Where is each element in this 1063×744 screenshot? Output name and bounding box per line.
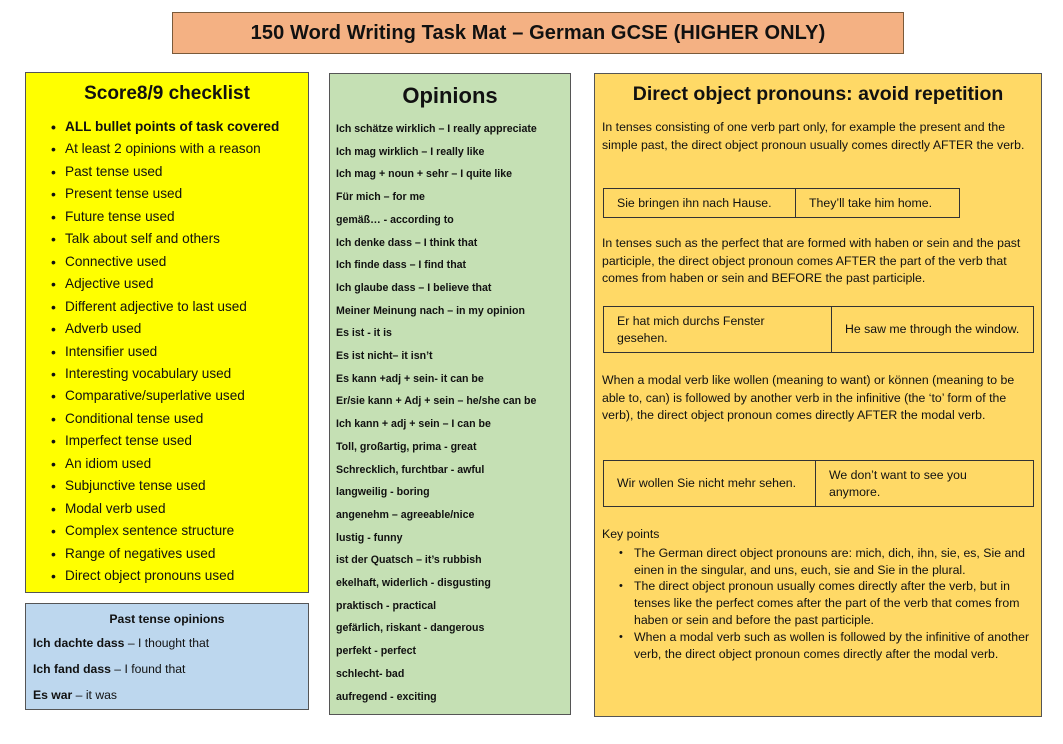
checklist-item: • Adjective used (52, 273, 308, 295)
example-english: We don’t want to see you anymore. (815, 461, 1033, 506)
pronouns-rule-simple: In tenses consisting of one verb part only, for example the present and the simple past, the direct object pronoun usually comes directly AFTER the verb. (602, 120, 1025, 152)
pronouns-heading: Direct object pronouns: avoid repetition (632, 83, 1004, 105)
past-opinion-row (26, 630, 308, 656)
opinions-heading: Opinions (402, 83, 498, 108)
opinions-list (330, 118, 570, 708)
opinion-item: Ich kann + adj + sein – I can be (336, 418, 491, 431)
opinion-item: Ich finde dass – I find that (336, 259, 467, 272)
opinion-item: schlecht- bad (336, 667, 405, 680)
checklist-item: • Different adjective to last used (52, 296, 308, 318)
example-german: Wir wollen Sie nicht mehr sehen. (617, 476, 797, 490)
checklist-item: • Adverb used (52, 318, 308, 340)
past-opinion-english: – it was (72, 688, 118, 702)
checklist-item: • Intensifier used (52, 341, 308, 363)
opinion-item: perfekt - perfect (336, 645, 417, 658)
opinion-item: Ich glaube dass – I believe that (336, 281, 492, 294)
checklist-item: • Connective used (52, 251, 308, 273)
opinion-item: ist der Quatsch – it’s rubbish (336, 554, 482, 567)
checklist-item: • Interesting vocabulary used (52, 363, 308, 385)
past-opinion-german: Ich fand dass (33, 662, 111, 676)
key-points (602, 526, 1034, 662)
past-opinion-german: Ich dachte dass (33, 636, 125, 650)
past-opinion-english: – I thought that (124, 636, 210, 650)
example-modal-verb (603, 460, 1034, 507)
page-title: 150 Word Writing Task Mat – German GCSE (HIGHER ONLY) (172, 12, 904, 54)
opinion-item: Toll, großartig, prima - great (336, 440, 477, 453)
opinion-item: Schrecklich, furchtbar - awful (336, 463, 485, 476)
opinion-item: Ich mag wirklich – I really like (336, 145, 485, 158)
past-opinion-row (26, 682, 308, 708)
checklist-item: • ALL bullet points of task covered (52, 116, 308, 138)
direct-object-pronouns-panel (594, 73, 1042, 717)
opinion-item: Es kann +adj + sein- it can be (336, 372, 484, 385)
opinion-item: Ich mag + noun + sehr – I quite like (336, 168, 513, 181)
checklist-item: • An idiom used (52, 453, 308, 475)
example-german: Sie bringen ihn nach Hause. (617, 195, 772, 210)
key-points-list (602, 545, 1034, 663)
past-tense-opinions-panel (25, 603, 309, 710)
checklist-item: • Modal verb used (52, 498, 308, 520)
opinion-item: Ich schätze wirklich – I really appreciate (336, 123, 537, 135)
checklist-item: • Conditional tense used (52, 408, 308, 430)
example-english: He saw me through the window. (831, 307, 1033, 352)
checklist-item: • Future tense used (52, 206, 308, 228)
checklist-item: • Range of negatives used (52, 543, 308, 565)
checklist-list (26, 116, 308, 588)
checklist-panel (25, 72, 309, 593)
opinion-item: Er/sie kann + Adj + sein – he/she can be (336, 395, 537, 408)
opinion-item: Für mich – for me (336, 191, 425, 204)
checklist-item: • At least 2 opinions with a reason (52, 138, 308, 160)
checklist-heading: Score8/9 checklist (84, 83, 250, 104)
example-perfect-tense (603, 306, 1034, 353)
example-german: Er hat mich durchs Fenster gesehen. (617, 313, 765, 345)
opinion-item: lustig - funny (336, 531, 403, 544)
opinion-item: Es ist - it is (336, 327, 392, 340)
example-english: They’ll take him home. (795, 189, 959, 217)
opinion-item: langweilig - boring (336, 486, 430, 499)
past-tense-heading: Past tense opinions (109, 612, 225, 626)
past-opinion-row (26, 656, 308, 682)
opinion-item: Meiner Meinung nach – in my opinion (336, 304, 525, 317)
checklist-item: • Past tense used (52, 161, 308, 183)
checklist-item: • Present tense used (52, 183, 308, 205)
opinion-item: gefärlich, riskant - dangerous (336, 622, 485, 635)
checklist-item: • Subjunctive tense used (52, 475, 308, 497)
pronouns-rule-perfect: In tenses such as the perfect that are formed with haben or sein and the past participle, the direct object pronoun comes AFTER the part of the verb that comes from haben or sein and BEFORE the past participle. (602, 236, 1021, 285)
opinions-panel (329, 73, 571, 715)
checklist-item: • Direct object pronouns used (52, 565, 308, 587)
opinion-item: angenehm – agreeable/nice (336, 508, 475, 521)
opinion-item: aufregend - exciting (336, 690, 437, 703)
past-opinion-english: – I found that (110, 662, 186, 676)
key-point-item: • When a modal verb such as wollen is followed by the infinitive of another verb, the direct object pronoun comes directly after the modal verb. (616, 629, 1034, 663)
past-opinion-german: Es war (33, 688, 73, 702)
checklist-item: • Talk about self and others (52, 228, 308, 250)
pronouns-rule-modal: When a modal verb like wollen (meaning to want) or können (meaning to be able to, can) is followed by another verb in the infinitive (the ‘to’ form of the verb), the direct object pronoun comes directly AFTER the modal verb. (602, 373, 1015, 422)
opinion-item: gemäß… - according to (336, 213, 454, 226)
key-points-heading: Key points (602, 527, 660, 541)
opinion-item: praktisch - practical (336, 599, 437, 612)
checklist-item: • Complex sentence structure (52, 520, 308, 542)
key-point-item: • The direct object pronoun usually comes directly after the verb, but in tenses like the perfect comes after the part of the verb that comes from haben or sein and before the past participle. (616, 578, 1034, 628)
checklist-item: • Comparative/superlative used (52, 385, 308, 407)
opinion-item: Es ist nicht– it isn’t (336, 350, 433, 363)
opinion-item: ekelhaft, widerlich - disgusting (336, 577, 491, 590)
example-simple-tense (603, 188, 960, 218)
opinion-item: Ich denke dass – I think that (336, 236, 478, 249)
key-point-item: • The German direct object pronouns are: mich, dich, ihn, sie, es, Sie and einen in the singular, and uns, euch, sie and Sie in the plural. (616, 545, 1034, 579)
checklist-item: • Imperfect tense used (52, 430, 308, 452)
